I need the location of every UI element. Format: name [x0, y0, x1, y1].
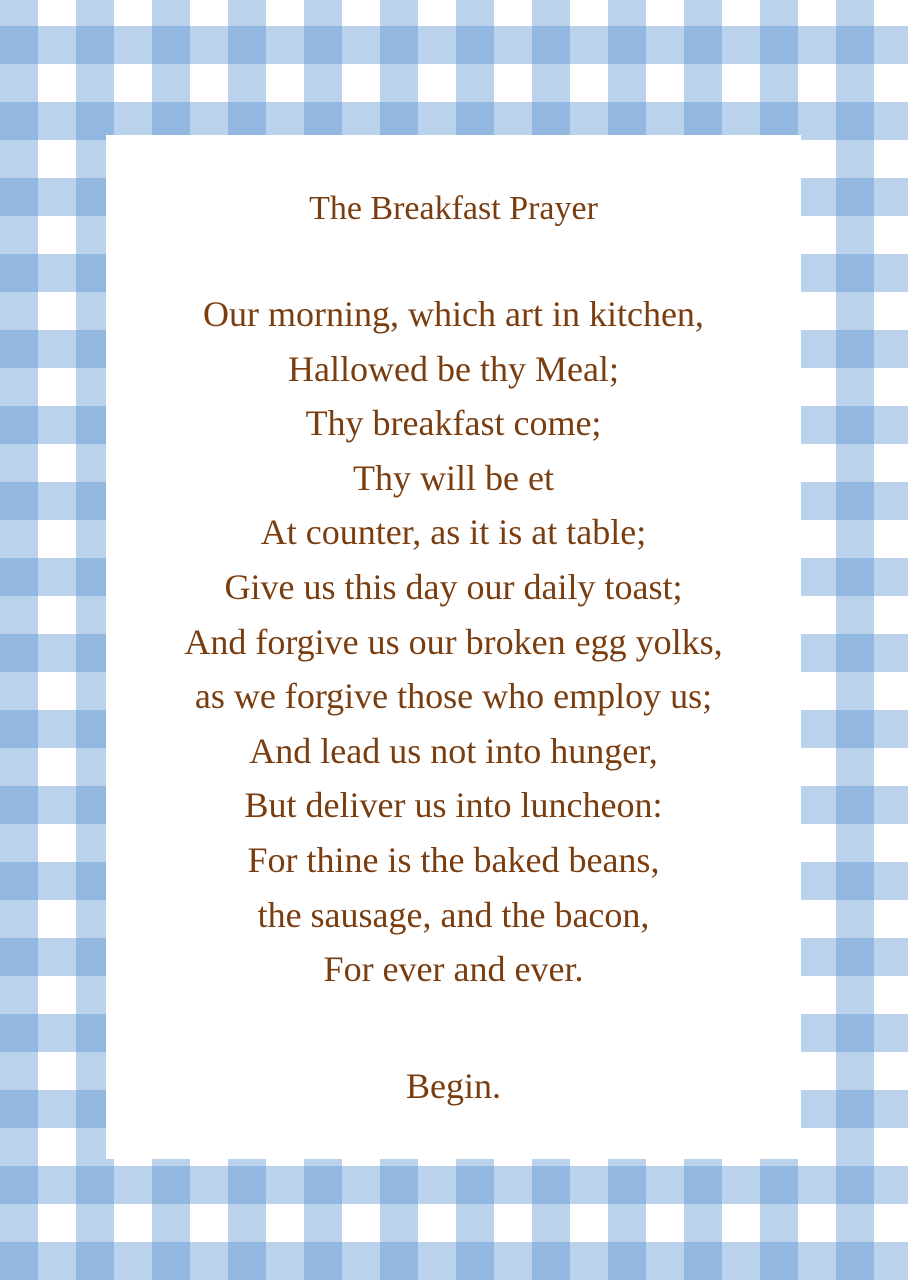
poem-line: Our morning, which art in kitchen,	[203, 294, 704, 334]
poem-line: And lead us not into hunger,	[249, 730, 658, 771]
poem-line: For ever and ever.	[323, 949, 584, 990]
poem-verse	[106, 287, 801, 997]
poem-line: Hallowed be thy Meal;	[288, 348, 619, 389]
poem-line: the sausage, and the bacon,	[257, 894, 650, 935]
poem-line: But deliver us into luncheon:	[244, 785, 663, 826]
poem-line: Give us this day our daily toast;	[224, 566, 683, 607]
poem-line: At counter, as it is at table;	[260, 512, 647, 553]
poem-line: And forgive us our broken egg yolks,	[184, 621, 723, 662]
poem-line: For thine is the baked beans,	[247, 839, 660, 880]
poem-line: Thy breakfast come;	[305, 403, 602, 444]
poem-closing: Begin.	[406, 1065, 501, 1106]
poem-card	[106, 135, 801, 1159]
poem-line: Thy will be et	[353, 457, 554, 498]
poem-title: The Breakfast Prayer	[309, 190, 598, 227]
poem-line: as we forgive those who employ us;	[194, 676, 713, 717]
